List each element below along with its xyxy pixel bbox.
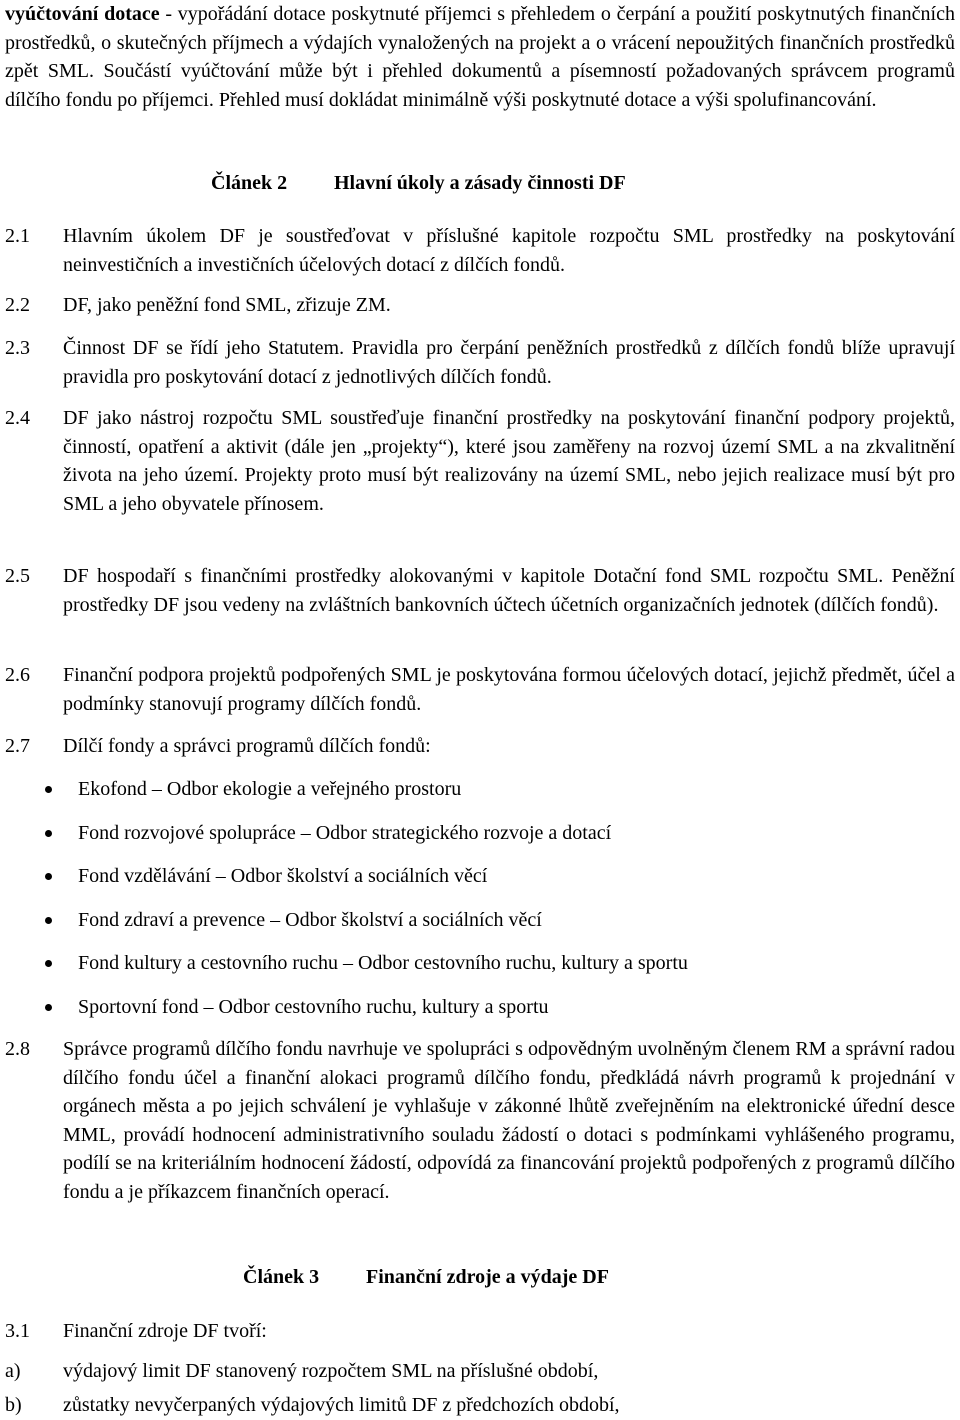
- article-number: Článek 3: [243, 1266, 320, 1288]
- fund-entry: Ekofond – Odbor ekologie a veřejného prostoru: [78, 778, 462, 800]
- bullet-icon: [45, 830, 52, 837]
- paragraph-text: Dílčí fondy a správci programů dílčích fondů:: [63, 735, 431, 757]
- list-item: [5, 993, 955, 1037]
- paragraph-2-5: [5, 562, 955, 619]
- paragraph-2-1: [5, 222, 955, 279]
- list-item: [5, 862, 955, 906]
- item-letter: a): [5, 1360, 21, 1382]
- paragraph-number: 2.4: [5, 407, 30, 429]
- list-item: [5, 775, 955, 819]
- paragraph-text: Finanční zdroje DF tvoří:: [63, 1320, 267, 1342]
- paragraph-number: 2.1: [5, 225, 30, 247]
- bullet-icon: [45, 873, 52, 880]
- intro-definition: [5, 0, 955, 114]
- paragraph-2-6: [5, 661, 955, 718]
- paragraph-number: 3.1: [5, 1320, 30, 1342]
- bullet-icon: [45, 1004, 52, 1011]
- list-item-a: [5, 1357, 955, 1386]
- paragraph-2-8: [5, 1035, 955, 1206]
- fund-entry: Fond vzdělávání – Odbor školství a sociálních věcí: [78, 865, 488, 887]
- list-item-b: [5, 1391, 955, 1420]
- paragraph-text: Hlavním úkolem DF je soustřeďovat v příslušné kapitole rozpočtu SML prostředky na poskytování neinvestičních a investičních účelových dotací z dílčích fondů.: [63, 225, 955, 276]
- fund-entry: Fond kultury a cestovního ruchu – Odbor cestovního ruchu, kultury a sportu: [78, 952, 688, 974]
- article-3-heading: [243, 1263, 609, 1292]
- article-2-heading: [211, 169, 626, 198]
- paragraph-2-2: [5, 291, 955, 320]
- definition-term: vyúčtování dotace: [5, 3, 160, 25]
- paragraph-number: 2.3: [5, 337, 30, 359]
- paragraph-text: Činnost DF se řídí jeho Statutem. Pravidla pro čerpání peněžních prostředků z dílčích fondů blíže upravují pravidla pro poskytování dotací z jednotlivých dílčích fondů.: [63, 337, 955, 388]
- fund-list: [5, 775, 955, 1036]
- item-text: výdajový limit DF stanovený rozpočtem SML na příslušné období,: [63, 1360, 599, 1382]
- paragraph-text: Finanční podpora projektů podpořených SML je poskytována formou účelových dotací, jejichž předmět, účel a podmínky stanovují programy dílčích fondů.: [63, 664, 955, 715]
- item-letter: b): [5, 1394, 22, 1416]
- definition-text: - vypořádání dotace poskytnuté příjemci s přehledem o čerpání a použití poskytnutých finančních prostředků, o skutečných příjmech a výdajích vynaložených na projekt a o vrácení nepoužitých finančních prostředků zpět SML. Součástí vyúčtování může být i přehled dokumentů a písemností požadovaných správcem programů dílčího fondu po příjemci. Přehled musí dokládat minimálně výši poskytnuté dotace a výši spolufinancování.: [5, 3, 955, 111]
- fund-entry: Fond rozvojové spolupráce – Odbor strategického rozvoje a dotací: [78, 821, 612, 844]
- paragraph-2-7: [5, 732, 955, 761]
- fund-entry: Fond zdraví a prevence – Odbor školství a sociálních věcí: [78, 908, 542, 931]
- item-text: zůstatky nevyčerpaných výdajových limitů DF z předchozích období,: [63, 1394, 620, 1416]
- list-item: [5, 819, 955, 863]
- paragraph-2-3: [5, 334, 955, 391]
- paragraph-number: 2.7: [5, 735, 30, 757]
- paragraph-text: Správce programů dílčího fondu navrhuje ve spolupráci s odpovědným uvolněným členem RM a správní radou dílčího fondu účel a finanční alokaci programů dílčího fondu, předkládá návrh programů k projednání v orgánech města a po jejich schválení je vyhlašuje v zákonné lhůtě zveřejněním na elektronické úřední desce MML, provádí hodnocení administrativního souladu žádostí o dotaci s podmínkami vyhlášeného programu, podílí se na kriteriálním hodnocení žádostí, odpovídá za financování projektů podpořených z programů dílčího fondu a je příkazcem finančních operací.: [63, 1038, 955, 1203]
- paragraph-text: DF jako nástroj rozpočtu SML soustřeďuje finanční prostředky na poskytování finanční podpory projektů, činností, opatření a aktivit (dále jen „projekty“), které jsou zaměřeny na rozvoj území SML a na zkvalitnění života na jeho území. Projekty proto musí být realizovány na území SML, nebo jejich realizace musí být pro SML a jeho obyvatele přínosem.: [63, 407, 955, 515]
- bullet-icon: [45, 786, 52, 793]
- paragraph-2-4: [5, 404, 955, 518]
- list-item: [5, 949, 955, 993]
- paragraph-number: 2.8: [5, 1038, 30, 1060]
- bullet-icon: [45, 960, 52, 967]
- paragraph-number: 2.6: [5, 664, 30, 686]
- article-title: Finanční zdroje a výdaje DF: [366, 1266, 609, 1288]
- list-item: [5, 906, 955, 950]
- paragraph-number: 2.5: [5, 565, 30, 587]
- paragraph-number: 2.2: [5, 294, 30, 316]
- paragraph-text: DF, jako peněžní fond SML, zřizuje ZM.: [63, 294, 391, 316]
- fund-entry: Sportovní fond – Odbor cestovního ruchu, kultury a sportu: [78, 995, 549, 1018]
- paragraph-3-1: [5, 1317, 955, 1346]
- article-number: Článek 2: [211, 172, 288, 194]
- article-title: Hlavní úkoly a zásady činnosti DF: [334, 172, 626, 194]
- paragraph-text: DF hospodaří s finančními prostředky alokovanými v kapitole Dotační fond SML rozpočtu SML. Peněžní prostředky DF jsou vedeny na zvláštních bankovních účtech účetních organizačních jednotek (dílčích fondů).: [63, 565, 955, 616]
- bullet-icon: [45, 917, 52, 924]
